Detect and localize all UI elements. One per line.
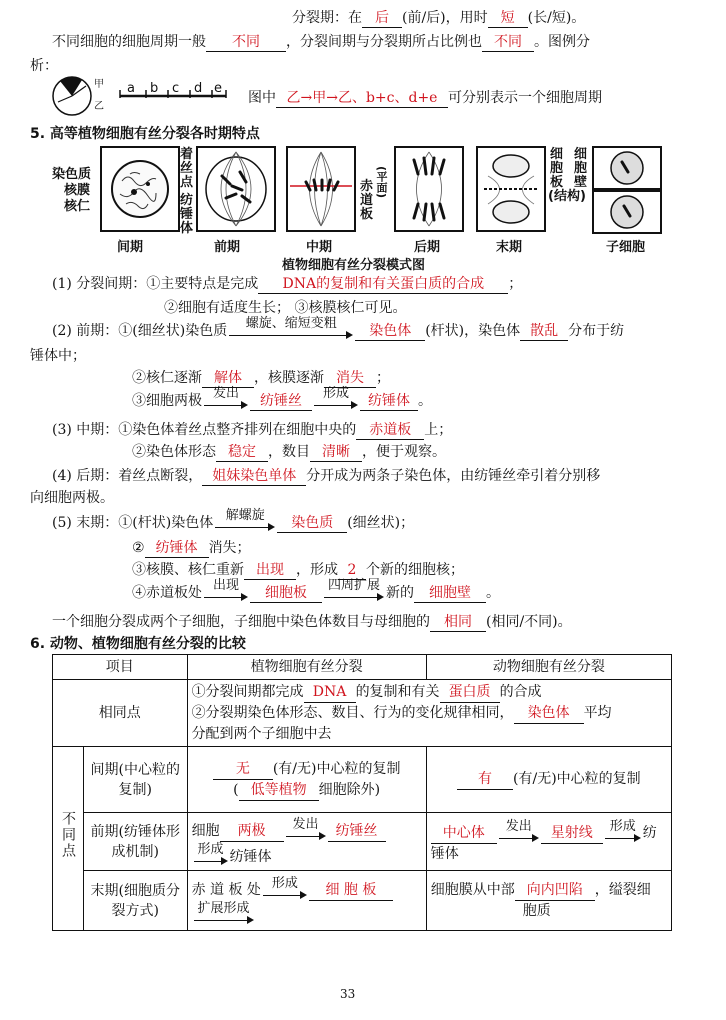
diff-label: 不同点 bbox=[53, 747, 84, 931]
prophase-line-3: ②核仁逐渐 解体 ，核膜逐渐 消失 ； bbox=[132, 370, 390, 386]
interphase-line-1: (1) 分裂间期：①主要特点是完成 DNA的复制和有关蛋白质的合成 ； bbox=[52, 276, 523, 292]
label-cell-wall: 细 胞 壁 bbox=[574, 147, 588, 190]
answer-blank: 解体 bbox=[202, 369, 254, 388]
metaphase-cell bbox=[286, 146, 356, 232]
cell-cycle-pie-figure bbox=[50, 72, 114, 120]
telophase-line-1: (5) 末期：①(杆状)染色体 解螺旋 染色质 (细丝状)； bbox=[52, 508, 415, 531]
answer-blank: 不同 bbox=[206, 33, 286, 52]
answer-blank: 清晰 bbox=[310, 443, 362, 462]
anaphase-line-2: 向细胞两极。 bbox=[30, 490, 114, 506]
answer-blank: 染色体 bbox=[355, 322, 425, 341]
segment-label-d: d bbox=[194, 81, 203, 96]
interphase-line-2: ②细胞有适度生长； ③核膜核仁可见。 bbox=[164, 300, 407, 316]
pie-label-jia: 甲 bbox=[94, 79, 104, 90]
row-prophase-label: 前期(纺锤体形成机制) bbox=[84, 813, 188, 871]
stage-label-interphase: 间期 bbox=[117, 240, 144, 255]
label-cell-plate: 细 胞 板 bbox=[550, 147, 564, 190]
row-telophase-animal: 细胞膜从中部 向内凹陷 ，缢裂细 胞质 bbox=[426, 871, 671, 931]
segment-label-e: e bbox=[214, 81, 222, 96]
label-nucleolus: 核仁 bbox=[64, 199, 91, 214]
same-label: 相同点 bbox=[53, 680, 188, 747]
answer-blank: 不同 bbox=[482, 33, 534, 52]
metaphase-line-1: (3) 中期：①染色体着丝点整齐排列在细胞中央的 赤道板 上； bbox=[52, 422, 453, 438]
prophase-line-2: 锤体中； bbox=[30, 348, 86, 364]
figure-caption: 植物细胞有丝分裂模式图 bbox=[282, 258, 426, 273]
anaphase-cell bbox=[394, 146, 464, 232]
answer-blank: 后 bbox=[362, 9, 402, 28]
telophase-cell bbox=[476, 146, 546, 232]
row-prophase-plant: 细胞 两极 发出 纺锤丝 形成 纺锤体 bbox=[187, 813, 426, 871]
header-plant: 植物细胞有丝分裂 bbox=[187, 655, 426, 680]
arrow-form: 形成 bbox=[314, 386, 358, 411]
line-analysis: 析： bbox=[30, 58, 58, 74]
answer-blank: 相同 bbox=[430, 613, 486, 632]
header-animal: 动物细胞有丝分裂 bbox=[426, 655, 671, 680]
answer-blank: 纺锤体 bbox=[145, 539, 209, 558]
segment-label-b: b bbox=[150, 81, 159, 96]
comparison-table bbox=[52, 654, 672, 931]
label-nuclear-membrane: 核膜 bbox=[64, 183, 91, 198]
label-plane: (平面) bbox=[375, 166, 388, 199]
answer-blank: 消失 bbox=[324, 369, 376, 388]
line-figure-explain: 图中 乙→甲→乙、b+c、d+e 可分别表示一个细胞周期 bbox=[248, 90, 602, 106]
segment-label-c: c bbox=[172, 81, 180, 96]
answer-blank: 赤道板 bbox=[356, 421, 424, 440]
stage-label-anaphase: 后期 bbox=[414, 240, 441, 255]
label-chromatin: 染色质 bbox=[52, 167, 92, 182]
stage-label-telophase: 末期 bbox=[496, 240, 523, 255]
pie-label-yi: 乙 bbox=[94, 101, 104, 112]
stage-label-prophase: 前期 bbox=[214, 240, 241, 255]
label-spindle: 纺 锤 体 bbox=[180, 193, 194, 236]
division-summary-line: 一个细胞分裂成两个子细胞，子细胞中染色体数目与母细胞的 相同 (相同/不同)。 bbox=[52, 614, 572, 630]
prophase-line-4: ③细胞两极 发出 纺锤丝 形成 纺锤体 。 bbox=[132, 386, 432, 409]
telophase-line-2: ② 纺锤体 消失； bbox=[132, 540, 251, 556]
arrow-expand: 四周扩展 bbox=[324, 578, 384, 603]
header-item: 项目 bbox=[53, 655, 188, 680]
answer-blank: 染色质 bbox=[277, 514, 347, 533]
prophase-line-1: (2) 前期：①(细丝状)染色质 螺旋、缩短变粗 染色体 (杆状)，染色体 散乱 分布于纺 bbox=[52, 316, 625, 339]
page-number: 33 bbox=[340, 987, 356, 1001]
segment-label-a: a bbox=[127, 81, 135, 96]
answer-blank: 散乱 bbox=[520, 322, 568, 341]
prophase-cell bbox=[196, 146, 276, 232]
row-interphase-animal: 有 (有/无)中心粒的复制 bbox=[426, 747, 671, 813]
answer-blank: 姐妹染色单体 bbox=[202, 467, 306, 486]
answer-blank: 稳定 bbox=[216, 443, 268, 462]
arrow-despiral: 解螺旋 bbox=[215, 508, 275, 533]
row-prophase-animal: 中心体 发出 星射线 形成 纺 锤体 bbox=[426, 813, 671, 871]
row-interphase-plant: 无 (有/无)中心粒的复制 ( 低等植物 细胞除外) bbox=[187, 747, 426, 813]
daughter-cells bbox=[592, 146, 662, 234]
label-equatorial-plate: 赤 道 板 bbox=[360, 179, 374, 222]
arrow-spiral: 螺旋、缩短变粗 bbox=[229, 316, 353, 341]
same-content: ①分裂间期都完成 DNA 的复制和有关 蛋白质 的合成 ②分裂期染色体形态、数目、行为的变化规律相同， 染色体 平均 分配到两个子细胞中去 bbox=[187, 680, 671, 747]
interphase-cell bbox=[100, 146, 180, 232]
stage-label-daughter: 子细胞 bbox=[606, 240, 646, 255]
answer-blank: 细胞板 bbox=[250, 584, 322, 603]
telophase-line-3: ③核膜、核仁重新 出现 ，形成 2 个新的细胞核； bbox=[132, 562, 464, 578]
row-telophase-label: 末期(细胞质分裂方式) bbox=[84, 871, 188, 931]
arrow-appear: 出现 bbox=[204, 578, 248, 603]
answer-blank: 短 bbox=[488, 9, 528, 28]
line-cycle-differs: 不同细胞的细胞周期一般 不同 ，分裂间期与分裂期所占比例也 不同 。图例分 bbox=[52, 34, 590, 50]
row-interphase-label: 间期(中心粒的复制) bbox=[84, 747, 188, 813]
telophase-line-4: ④赤道板处 出现 细胞板 四周扩展 新的 细胞壁 。 bbox=[132, 578, 500, 601]
anaphase-line-1: (4) 后期：着丝点断裂， 姐妹染色单体 分开成为两条子染色体，由纺锤丝牵引着分别移 bbox=[52, 468, 601, 484]
label-centromere: 着 丝 点 bbox=[180, 147, 194, 190]
label-structure: (结构) bbox=[548, 189, 586, 204]
answer-blank: 纺锤体 bbox=[360, 392, 418, 411]
answer-blank: DNA的复制和有关蛋白质的合成 bbox=[258, 275, 508, 294]
answer-blank: 乙→甲→乙、b+c、d+e bbox=[276, 89, 448, 108]
answer-blank: 细胞壁 bbox=[414, 584, 486, 603]
stage-label-metaphase: 中期 bbox=[306, 240, 333, 255]
answer-blank: 出现 bbox=[244, 561, 296, 580]
section-6-title: 6. 动物、植物细胞有丝分裂的比较 bbox=[30, 636, 246, 652]
section-5-title: 5. 高等植物细胞有丝分裂各时期特点 bbox=[30, 126, 260, 142]
line-division-phase: 分裂期：在 后 (前/后)，用时 短 (长/短)。 bbox=[292, 10, 586, 26]
answer-blank: 2 bbox=[338, 561, 366, 580]
answer-blank: 纺锤丝 bbox=[250, 392, 312, 411]
arrow-emit: 发出 bbox=[204, 386, 248, 411]
row-telophase-plant: 赤 道 板 处 形成 细 胞 板 扩展形成 bbox=[187, 871, 426, 931]
metaphase-line-2: ②染色体形态 稳定 ，数目 清晰 ，便于观察。 bbox=[132, 444, 446, 460]
